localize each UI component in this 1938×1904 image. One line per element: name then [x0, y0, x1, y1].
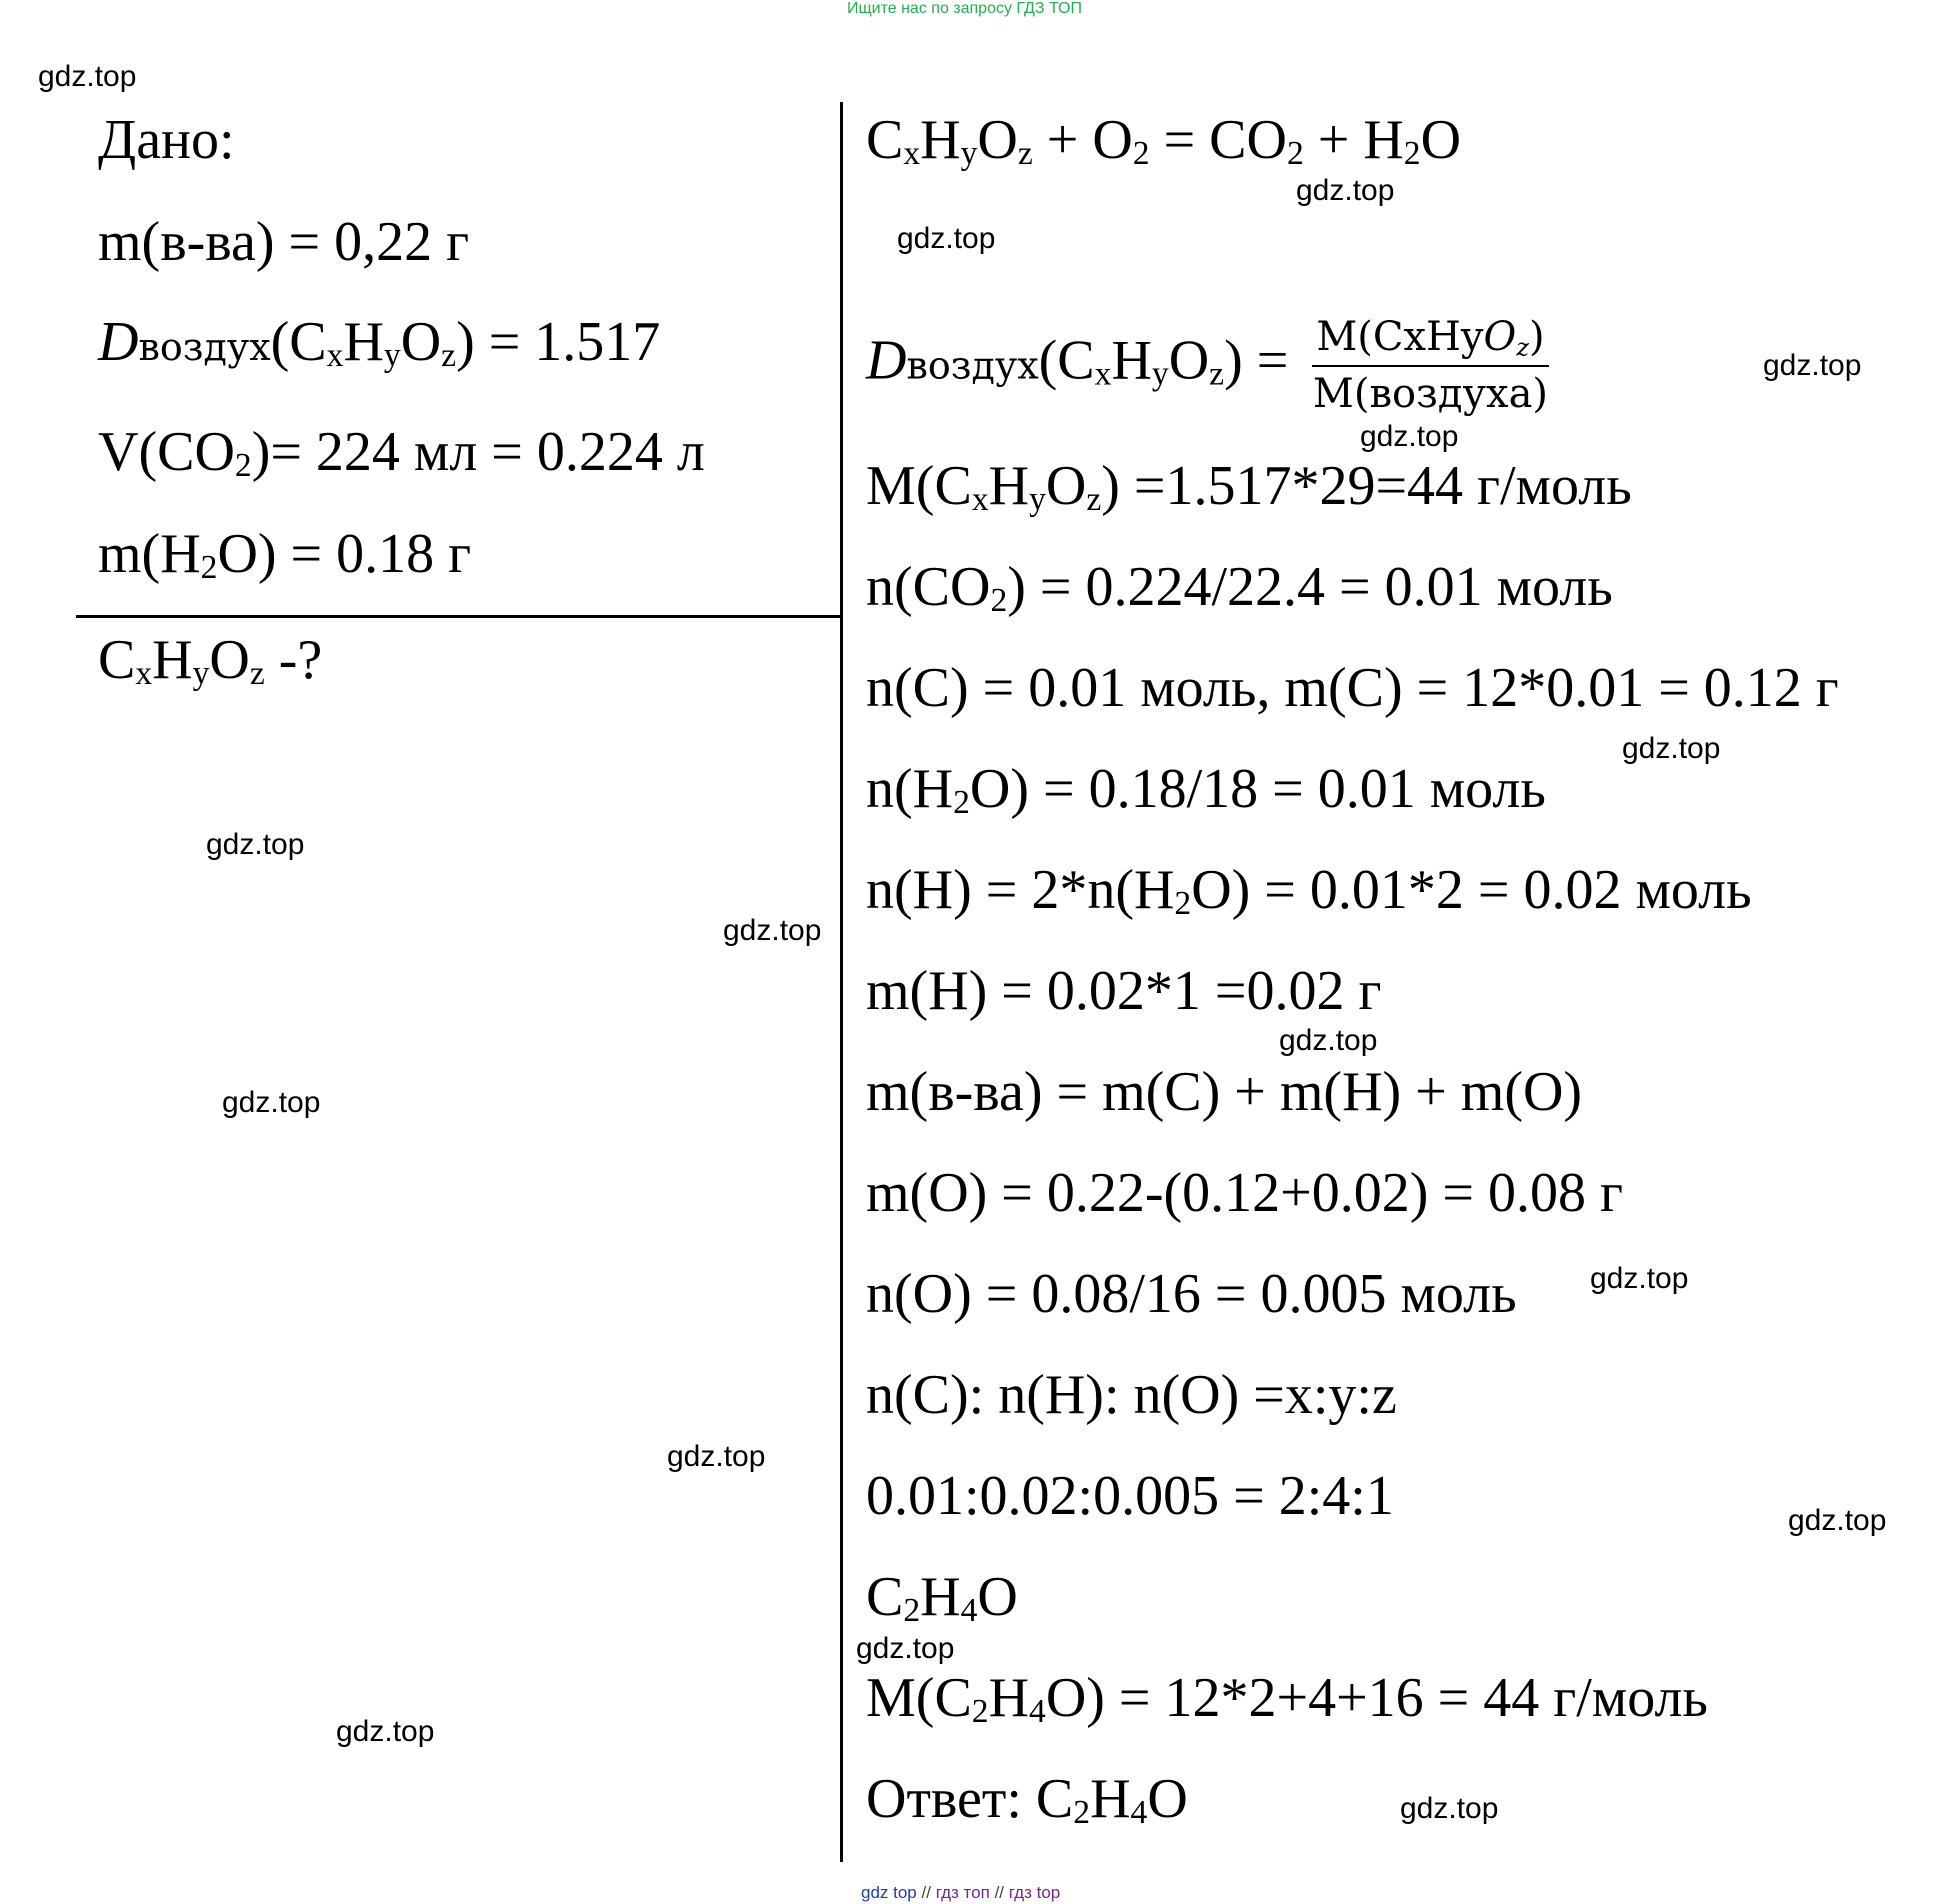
watermark: gdz.top: [1763, 349, 1862, 382]
footer-link-1[interactable]: gdz top: [861, 1883, 917, 1902]
footer-link-2[interactable]: гдз топ: [935, 1883, 990, 1902]
n-h-line: $n(H) = 2*n(H_2O) = 0.01*2 = 0.02$ моль: [866, 859, 1752, 923]
molar-mass-line: $M(C_xH_yO_z) =1.517*29=44$ г/моль: [866, 455, 1632, 519]
watermark: gdz.top: [1360, 420, 1459, 453]
watermark: gdz.top: [1279, 1024, 1378, 1057]
m-o-line: m(O) = 0.22-(0.12+0.02) = 0.08 г: [866, 1162, 1623, 1224]
check-molar-mass: $M(C_2H_4O) = 12*2+4+16 = 44$ г/моль: [866, 1667, 1708, 1731]
top-banner: Ищите нас по запросу ГДЗ ТОП: [847, 0, 1082, 17]
given-v-co2: $V(CO_2)= 224$ мл = 0.224 л: [98, 421, 705, 485]
result-formula: $C_2H_4O$: [866, 1566, 1018, 1630]
watermark: gdz.top: [206, 828, 305, 861]
watermark: gdz.top: [222, 1086, 321, 1119]
n-o-line: n(O) = 0.08/16 = 0.005 моль: [866, 1263, 1517, 1325]
m-h-line: m(H) = 0.02*1 =0.02 г: [866, 960, 1382, 1022]
n-h2o-line: $n(H_2O) = 0.18/18 = 0.01$ моль: [866, 758, 1546, 822]
n-co2-line: $n(CO_2) = 0.224/22.4 = 0.01$ моль: [866, 556, 1613, 620]
density-subscript: воздух: [138, 325, 271, 369]
watermark: gdz.top: [723, 914, 822, 947]
watermark: gdz.top: [856, 1632, 955, 1665]
ratio-values-line: 0.01:0.02:0.005 = 2:4:1: [866, 1465, 1394, 1527]
watermark: gdz.top: [897, 222, 996, 255]
watermark: gdz.top: [1296, 174, 1395, 207]
find-formula: $C_xH_yO_z$ -?: [98, 629, 323, 693]
given-title: Дано:: [98, 109, 235, 171]
reaction-equation: $C_xH_yO_z + O_2 = CO_2 + H_2O$: [866, 109, 1462, 173]
watermark: gdz.top: [1400, 1792, 1499, 1825]
horizontal-divider: [76, 615, 840, 618]
watermark: gdz.top: [38, 60, 137, 93]
density-value: = 1.517: [488, 311, 661, 373]
watermark: gdz.top: [1788, 1504, 1887, 1537]
watermark: gdz.top: [336, 1715, 435, 1748]
ratio-line: n(C): n(H): n(O) =x:y:z: [866, 1364, 1397, 1426]
watermark: gdz.top: [1590, 1262, 1689, 1295]
n-c-line: n(C) = 0.01 моль, m(C) = 12*0.01 = 0.12 г: [866, 657, 1839, 719]
density-equation: $Dвоздух(C_xH_yO_z)$ = $\frac{\text{M(CxHyOz)}}{\text{M(воздуха)}}$: [866, 314, 1549, 418]
watermark: gdz.top: [667, 1440, 766, 1473]
footer-links: gdz top // гдз топ // гдз top: [861, 1883, 1061, 1902]
given-density: $Dвоздух(C_xH_yO_z) = 1.517$: [98, 311, 661, 375]
footer-link-3[interactable]: гдз top: [1008, 1883, 1061, 1902]
answer-line: Ответ: $C_2H_4O$: [866, 1768, 1188, 1832]
density-symbol: D: [98, 311, 139, 373]
vertical-divider: [840, 102, 843, 1862]
m-total-line: m(в-ва) = m(C) + m(H) + m(O): [866, 1061, 1583, 1123]
given-m-h2o: $m(H_2O) = 0.18$ г: [98, 523, 472, 587]
given-mass: m(в-ва) = 0,22 г: [98, 211, 470, 273]
watermark: gdz.top: [1622, 732, 1721, 765]
density-fraction: $\frac{\text{M(CxHyOz)}}{\text{M(воздуха)}}$: [1312, 314, 1549, 418]
